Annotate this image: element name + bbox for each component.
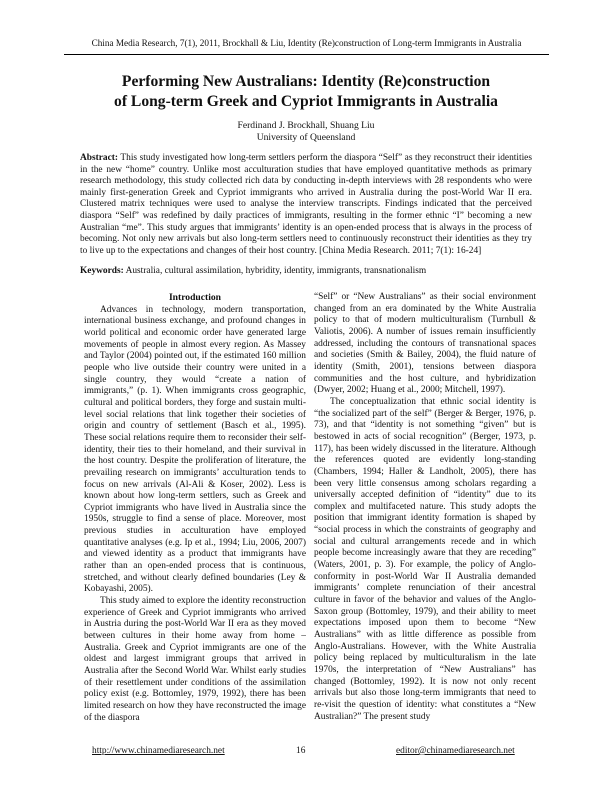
abstract-label: Abstract: — [80, 153, 119, 163]
author-names: Ferdinand J. Brockhall, Shuang Liu — [237, 120, 375, 131]
abstract-text: This study investigated how long-term settlers perform the diaspora “Self” as they reconstruct their identities in the new “home” country. Unlike most acculturation studies that have employed quantitative methods as primary research methodology, this study collected rich data by conducting in-depth interviews with 28 respondents who were mainly first-generation Greek and Cypriot immigrants who arrived in Australia during the post-World War II era. Clustered matrix techniques were used to analyse the interview transcripts. Findings indicated that the perceived diaspora “Self” was redefined by daily practices of immigrants, resulting in the former ethnic “I” becoming a new Australian “me”. This study argues that immigrants’ identity is an open-ended process that is always in the process of becoming. Not only new arrivals but also long-term settlers need to continuously reconstruct their identities as they try to live up to the expectations and changes of their host country. [China Media Research. 2011; 7(1): 16-24] — [80, 153, 532, 256]
footer-url-link[interactable]: http://www.chinamediaresearch.net — [92, 746, 225, 756]
header-rule — [64, 54, 549, 55]
paper-title — [60, 72, 552, 112]
keywords-label: Keywords: — [80, 266, 124, 276]
right-column — [314, 292, 536, 723]
body-paragraph: Advances in technology, modern transportation, international business exchange, and profound changes in world political and economic order have generated large movements of people in almost every region. As Massey and Taylor (2004) pointed out, if the estimated 160 million people who live outside their country were united in a single country, they would “create a nation of immigrants,” (p. 1). When immigrants cross geographic, cultural and political borders, they forge and sustain multi-level social relations that link together their societies of origin and country of settlement (Basch et al., 1995). These social relations require them to reconsider their self-identity, their ties to their homeland, and their survival in the host country. Despite the proliferation of literature, the prevailing research on immigrants’ acculturation tends to focus on new arrivals (Al-Ali & Koser, 2002). Less is known about how long-term settlers, such as Greek and Cypriot immigrants who have lived in Australia since the 1950s, struggle to find a sense of place. Moreover, most previous studies in acculturation have employed quantitative analyses (e.g. Ip et al., 1994; Liu, 2006, 2007) and viewed identity as a product that immigrants have rather than an open-ended process that is continuous, stretched, and without clearly defined boundaries (Ley & Kobayashi, 2005). — [84, 304, 306, 595]
abstract — [80, 153, 532, 257]
author-affiliation: University of Queensland — [256, 132, 356, 143]
title-line-1: Performing New Australians: Identity (Re)construction — [121, 73, 491, 90]
title-line-2: of Long-term Greek and Cypriot Immigrants in Australia — [114, 93, 498, 110]
running-head: China Media Research, 7(1), 2011, Brockhall & Liu, Identity (Re)construction of Long-term Immigrants in Australia — [91, 38, 522, 48]
body-paragraph: This study aimed to explore the identity reconstruction experience of Greek and Cypriot immigrants who arrived in Austria during the post-World War II era as they moved between cultures in their home away from home – Australia. Greek and Cypriot immigrants are one of the oldest and largest immigrant groups that arrived in Australia after the Second World War. Whilst early studies of their resettlement under conditions of the assimilation policy exist (e.g. Bottomley, 1979, 1992), there has been limited research on how they have reconstructed the image of the diaspora — [84, 596, 306, 723]
author-block — [60, 120, 552, 144]
keywords-text: Australia, cultural assimilation, hybridity, identity, immigrants, transnationalism — [125, 266, 427, 276]
footer-email-link[interactable]: editor@chinamediaresearch.net — [396, 746, 515, 756]
left-column — [84, 292, 306, 724]
body-paragraph: “Self” or “New Australians” as their social environment changed from an era dominated by the White Australia policy to that of modern multiculturalism (Turnbull & Valiotis, 2006). A number of issues remain insufficiently addressed, including the contours of transnational spaces and societies (Smith & Bailey, 2004), the fluid nature of identity (Smith, 2001), tensions between diaspora communities and the host culture, and hybridization (Dwyer, 2002; Huang et al., 2000; Mitchell, 1997). — [314, 292, 536, 396]
page-number: 16 — [296, 746, 306, 756]
body-paragraph: The conceptualization that ethnic social identity is “the socialized part of the self” (Berger & Berger, 1976, p. 73), and that “identity is not something “given” but is bestowed in acts of social recognition” (Berger, 1973, p. 117), has been widely discussed in the literature. Although the references quoted are evidently long-standing (Chambers, 1994; Haller & Landholt, 2005), there has been very little consensus among scholars regarding a universally accepted definition of “identity” due to its complex and multifaceted nature. This study adopts the position that immigrant identity formation is shaped by “social process in which the constraints of geography and social and cultural arrangements recede and in which people become increasingly aware that they are receding” (Waters, 2001, p. 3). For example, the policy of Anglo-conformity in post-World War II Australia demanded immigrants’ complete renunciation of their ancestral culture in favor of the behavior and values of the Anglo-Saxon group (Bottomley, 1979), and their ability to meet expectations imposed upon them to become “New Australians” with as little difference as possible from Anglo-Australians. However, with the White Australia policy being replaced by multiculturalism in the late 1970s, the interpretation of “New Australians” has changed (Bottomley, 1992). It is now not only recent arrivals but also those long-term immigrants that need to re-visit the question of identity: what constitutes a “New Australian?” The present study — [314, 396, 536, 722]
section-heading-introduction: Introduction — [168, 292, 222, 303]
keywords — [80, 266, 532, 278]
